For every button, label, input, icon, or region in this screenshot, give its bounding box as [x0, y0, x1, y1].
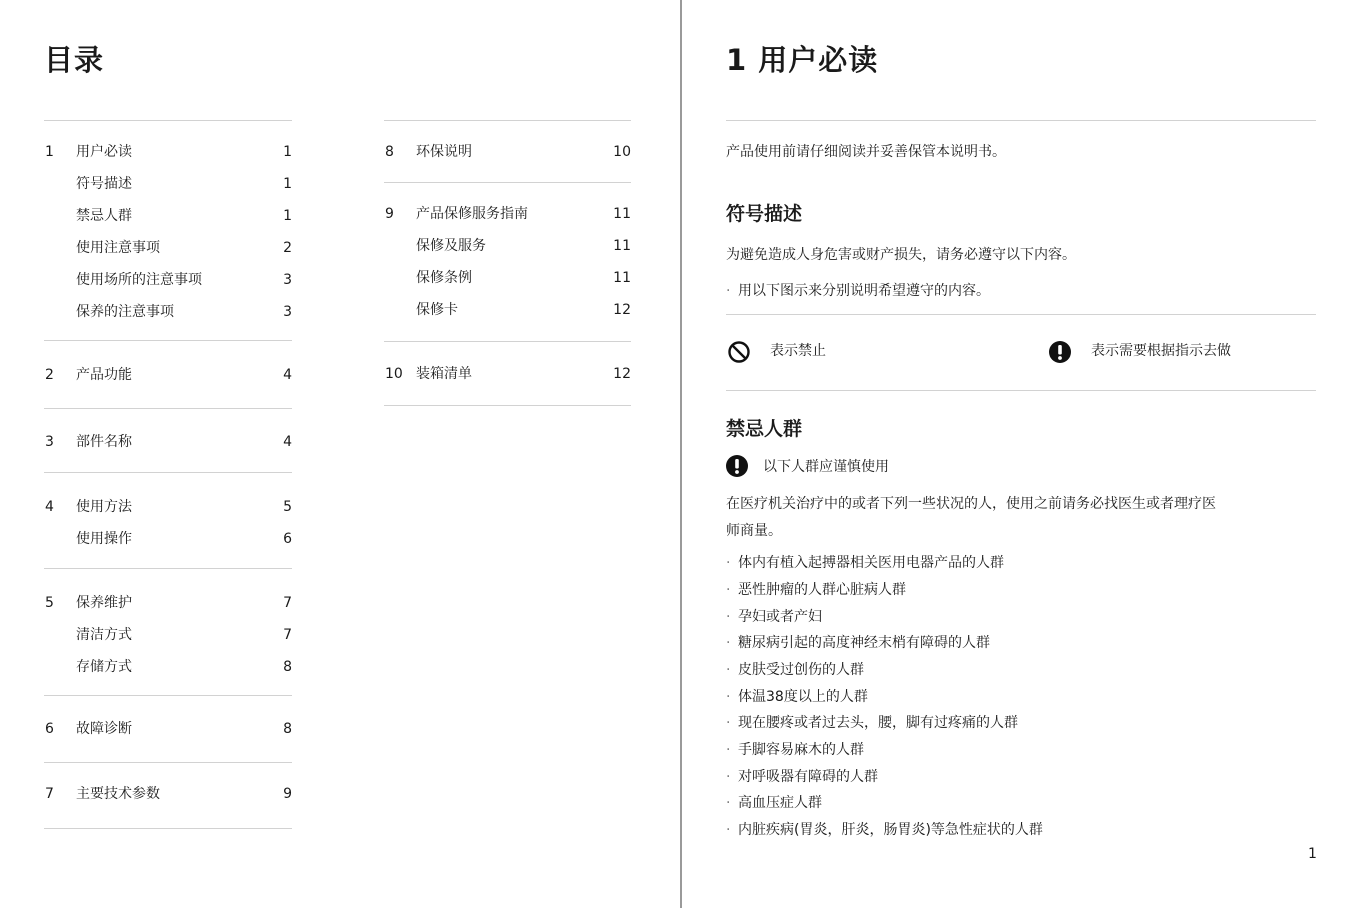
divider	[384, 182, 631, 183]
toc-entry[interactable]	[385, 235, 631, 257]
toc-entry-label: 保养的注意事项	[76, 304, 174, 320]
toc-title: 目录	[44, 43, 105, 77]
toc-entry[interactable]	[385, 267, 631, 289]
toc-entry-page: 9	[283, 786, 292, 802]
divider	[44, 472, 292, 473]
toc-entry-label: 存储方式	[76, 659, 132, 675]
toc-entry[interactable]: 8 环保说明 10	[385, 141, 631, 163]
toc-entry-label: 产品保修服务指南	[416, 206, 528, 222]
toc-entry-page: 1	[283, 144, 292, 160]
toc-entry[interactable]	[45, 528, 292, 550]
contra-paragraph-line2: 师商量。	[726, 523, 782, 539]
toc-entry-page: 4	[283, 367, 292, 383]
prohibit-label: 表示禁止	[770, 343, 826, 359]
divider	[44, 568, 292, 569]
toc-entry-page: 12	[613, 302, 631, 318]
symbols-heading: 符号描述	[726, 203, 803, 225]
toc-entry-page: 5	[283, 499, 292, 515]
toc-page	[0, 0, 680, 908]
toc-entry-page: 3	[283, 304, 292, 320]
toc-entry-label: 使用场所的注意事项	[76, 272, 202, 288]
toc-entry-label: 符号描述	[76, 176, 132, 192]
toc-entry[interactable]	[45, 301, 292, 323]
toc-entry[interactable]: 5 保养维护 7	[45, 592, 292, 614]
divider	[44, 120, 292, 121]
divider	[44, 408, 292, 409]
toc-entry[interactable]: 4 使用方法 5	[45, 496, 292, 518]
toc-entry-label: 用户必读	[76, 144, 132, 160]
toc-entry-label: 保修卡	[416, 302, 458, 318]
toc-entry-label: 环保说明	[416, 144, 472, 160]
toc-entry[interactable]: 7 主要技术参数 9	[45, 783, 292, 805]
toc-entry-label: 部件名称	[76, 434, 132, 450]
toc-entry[interactable]	[45, 269, 292, 291]
toc-entry-label: 保养维护	[76, 595, 132, 611]
toc-entry-label: 主要技术参数	[76, 786, 160, 802]
toc-entry-page: 1	[283, 176, 292, 192]
contra-heading: 禁忌人群	[726, 418, 803, 440]
toc-entry-page: 3	[283, 272, 292, 288]
toc-entry-label: 使用方法	[76, 499, 132, 515]
divider	[44, 828, 292, 829]
page-number: 1	[1308, 846, 1317, 862]
toc-entry[interactable]	[45, 624, 292, 646]
toc-entry[interactable]	[45, 205, 292, 227]
mandatory-label: 表示需要根据指示去做	[1091, 343, 1231, 359]
toc-entry[interactable]	[45, 173, 292, 195]
content-page: 1 用户必读 产品使用前请仔细阅读并妥善保管本说明书。 符号描述 为避免造成人身危害或财产损失，请务必遵守以下内容。 · 用以下图示来分别说明希望遵守的内容。 表示禁止 表示需要根据指示去做 禁忌人群 以下人群应谨慎使用 在医疗机关治疗中的或者下列一些状况的人，使用之前请务必找医生或者理疗医 师商量。 · 体内有植入起搏器相关医用电器产品的人群 · 恶性肿瘤的人群心脏病人群 · 孕妇或者产妇 · 糖尿病引起的高度神经末梢有障碍的人群 · 皮肤受过创伤的人群 · 体温38度以上的人群 · 现在腰疼或者过去头，腰，脚有过疼痛的人群 · 手脚容易麻木的人群 · 对呼吸器有障碍的人群 · 高血压症人群 · 内脏疾病(胃炎，肝炎，肠胃炎)等急性症状的人群 1	[682, 0, 1361, 908]
toc-entry[interactable]	[45, 656, 292, 678]
toc-entry-page: 2	[283, 240, 292, 256]
toc-entry[interactable]	[385, 299, 631, 321]
contra-warning: 以下人群应谨慎使用	[763, 459, 889, 475]
toc-entry-page: 11	[613, 270, 631, 286]
toc-entry-page: 1	[283, 208, 292, 224]
toc-entry-label: 装箱清单	[416, 366, 472, 382]
toc-entry-label: 故障诊断	[76, 721, 132, 737]
toc-entry[interactable]: 1 用户必读 1	[45, 141, 292, 163]
toc-entry-page: 7	[283, 627, 292, 643]
divider	[384, 341, 631, 342]
toc-entry-page: 11	[613, 238, 631, 254]
divider	[726, 120, 1316, 121]
toc-entry-page: 6	[283, 531, 292, 547]
intro-text: 产品使用前请仔细阅读并妥善保管本说明书。	[726, 144, 1006, 160]
toc-entry-page: 8	[283, 659, 292, 675]
warning-icon	[725, 454, 749, 478]
toc-entry-label: 禁忌人群	[76, 208, 132, 224]
toc-entry-page: 10	[613, 144, 631, 160]
toc-entry[interactable]	[45, 237, 292, 259]
section-title: 1 用户必读	[726, 43, 879, 77]
divider	[726, 314, 1316, 315]
toc-entry[interactable]: 3 部件名称 4	[45, 431, 292, 453]
mandatory-icon	[1048, 340, 1072, 364]
divider	[384, 120, 631, 121]
toc-entry-label: 使用操作	[76, 531, 132, 547]
toc-entry[interactable]: 9 产品保修服务指南 11	[385, 203, 631, 225]
divider	[384, 405, 631, 406]
toc-entry[interactable]: 2 产品功能 4	[45, 364, 292, 386]
toc-entry-label: 使用注意事项	[76, 240, 160, 256]
contra-paragraph-line1: 在医疗机关治疗中的或者下列一些状况的人，使用之前请务必找医生或者理疗医	[726, 496, 1216, 512]
toc-entry-page: 4	[283, 434, 292, 450]
divider	[726, 390, 1316, 391]
toc-entry[interactable]: 10 装箱清单 12	[385, 363, 631, 385]
toc-entry-label: 清洁方式	[76, 627, 132, 643]
divider	[44, 340, 292, 341]
toc-entry-label: 产品功能	[76, 367, 132, 383]
symbols-desc: 为避免造成人身危害或财产损失，请务必遵守以下内容。	[726, 247, 1076, 263]
prohibit-icon	[727, 340, 751, 364]
toc-entry-page: 8	[283, 721, 292, 737]
toc-entry-page: 12	[613, 366, 631, 382]
toc-entry[interactable]: 6 故障诊断 8	[45, 718, 292, 740]
toc-entry-label: 保修条例	[416, 270, 472, 286]
divider	[44, 695, 292, 696]
toc-entry-label: 保修及服务	[416, 238, 486, 254]
toc-entry-page: 11	[613, 206, 631, 222]
toc-entry-page: 7	[283, 595, 292, 611]
divider	[44, 762, 292, 763]
